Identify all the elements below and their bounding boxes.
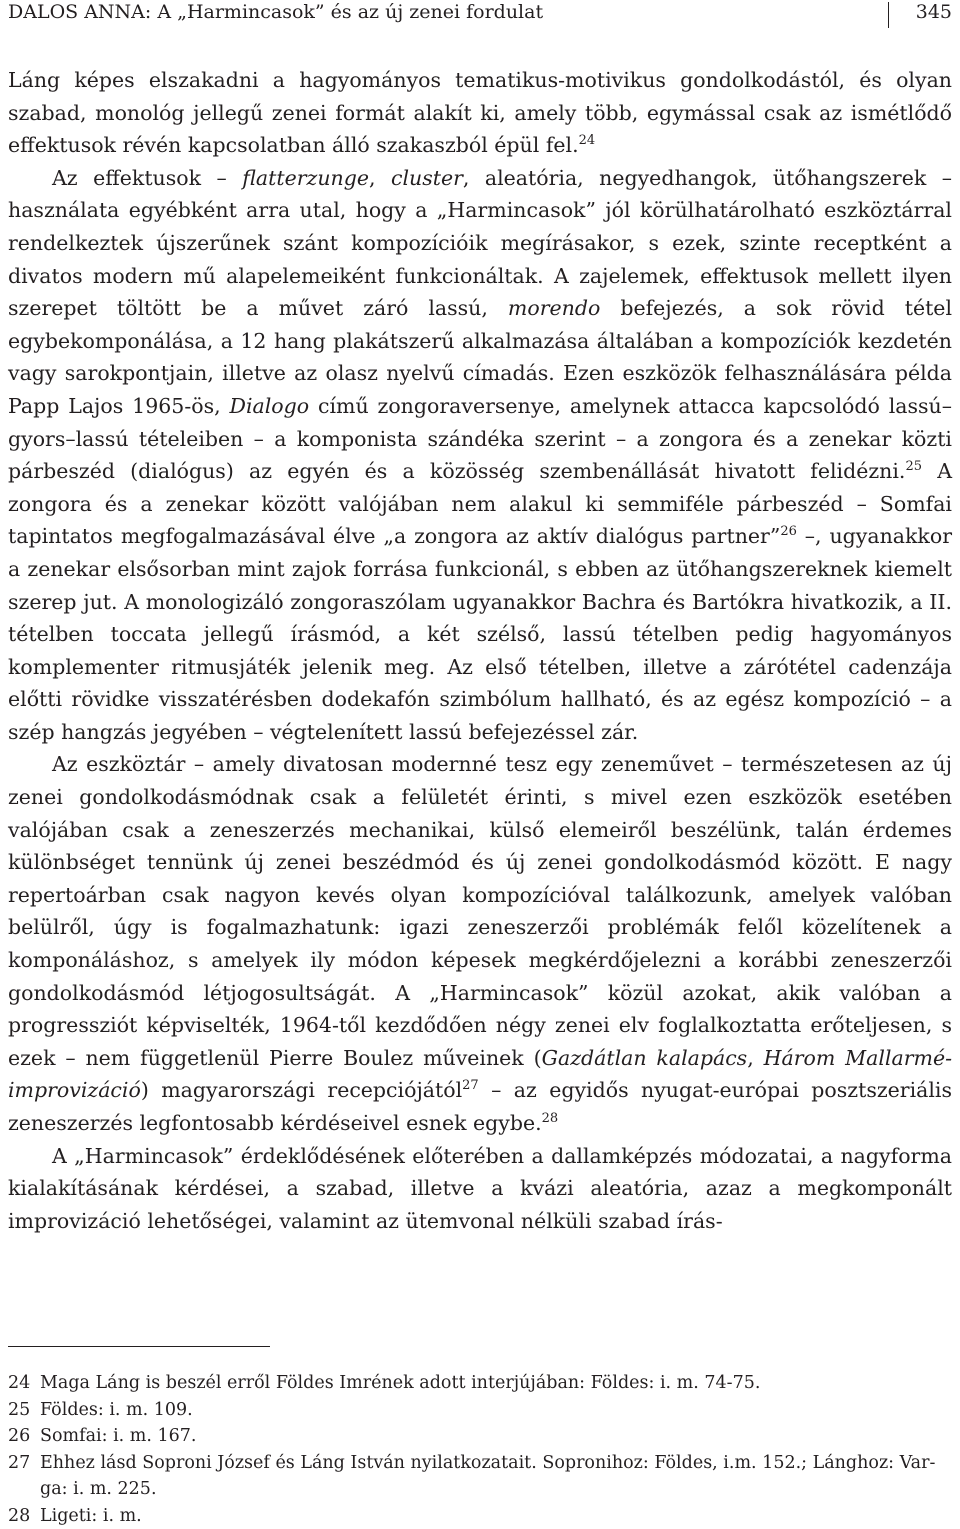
text-run: befejezés, a sok rövid tétel egybekomponálása, a 12 hang plakátszerű alkalmazása általában a kompozíciók kezdetén vagy sarokpontjain, illetve az olasz nyelvű címadás. Ezen eszközök felhasználására példa Papp Lajos 1965-ös, xyxy=(8,296,952,418)
footnotes xyxy=(8,1370,952,1529)
text-run: , aleatória, negyedhangok, ütőhangszerek – használata egyébként arra utal, hogy a „Harmincasok” jól körülhatárolható eszköztárral rendelkeztek újszerűnek szánt kompozícióik megírásakor, s ezek, szinte receptként a divatos modern mű alapelemeiként funkcionáltak. A zajelemek, effektusok mellett ilyen szerepet töltött be a művet záró lassú, xyxy=(8,166,952,320)
italic-text: Dialogo xyxy=(230,394,310,418)
footnote-rule xyxy=(8,1346,270,1347)
text-run: , xyxy=(747,1046,763,1070)
italic-text: cluster xyxy=(391,166,463,190)
footnote xyxy=(8,1397,952,1424)
text-run: – az egyidős nyugat-európai posztszeriális zeneszerzés legfontosabb kérdéseivel esnek egybe. xyxy=(8,1078,952,1135)
footnote-number: 24 xyxy=(8,1370,40,1397)
footnote-ref: 27 xyxy=(462,1079,479,1094)
footnote-text: Földes: i. m. 109. xyxy=(40,1397,952,1424)
footnote-number: 25 xyxy=(8,1397,40,1424)
text-run: ) magyarországi recepciójától xyxy=(141,1078,462,1102)
page-number: 345 xyxy=(916,0,952,24)
running-head: DALOS ANNA: A „Harmincasok” és az új zenei fordulat xyxy=(8,0,543,24)
italic-text: morendo xyxy=(508,296,600,320)
footnote-ref: 24 xyxy=(579,133,596,148)
footnote-ref: 28 xyxy=(542,1111,559,1126)
footnote-text: Somfai: i. m. 167. xyxy=(40,1423,952,1450)
footnote-ref: 25 xyxy=(905,459,922,474)
footnote-number: 27 xyxy=(8,1450,40,1503)
footnote xyxy=(8,1370,952,1397)
paragraph xyxy=(8,1140,952,1238)
italic-text: Három Mallarmé-improvizáció xyxy=(8,1046,952,1103)
header-divider xyxy=(888,2,889,28)
text-run: című zongoraversenye, amelynek attacca kapcsolódó lassú–gyors–lassú tételeiben – a komponista szándéka szerint – a zongora és a zenekar közti párbeszéd (dialógus) az egyén és a közösség szembenállását hivatott felidézni. xyxy=(8,394,952,483)
paragraph xyxy=(8,748,952,1139)
paragraph xyxy=(8,162,952,749)
footnote-text: Ligeti: i. m. xyxy=(40,1503,952,1529)
text-run: Láng képes elszakadni a hagyományos tematikus-motivikus gondolkodástól, és olyan szabad, monológ jellegű zenei formát alakít ki, amely több, egymással csak az ismétlődő effektusok révén kapcsolatban álló szakaszból épül fel. xyxy=(8,68,952,157)
text-run: , xyxy=(369,166,391,190)
footnote-text: Ehhez lásd Soproni József és Láng István nyilatkozatait. Sopronihoz: Földes, i.m. 152.; Lánghoz: Varga: i. m. 225. xyxy=(40,1450,952,1503)
text-run: –, ugyanakkor a zenekar elsősorban mint zajok forrása funkcionál, s ebben az ütőhangszereknek kiemelt szerep jut. A monologizáló zongoraszólam ugyanakkor Bachra és Bartókra hivatkozik, a II. tételben toccata jellegű írásmód, a két szélső, lassú tételben pedig hagyományos komplementer ritmusjáték jelenik meg. Az első tételben, illetve a zárótétel cadenzája előtti rövidke visszatérésben dodekafón szimbólum hallható, és az egész kompozíció – a szép hangzás jegyében – végtelenített lassú befejezéssel zár. xyxy=(8,524,952,744)
body-text xyxy=(8,64,952,1237)
footnote-number: 26 xyxy=(8,1423,40,1450)
text-run: Az effektusok – xyxy=(52,166,242,190)
text-run: Az eszköztár – amely divatosan modernné tesz egy zeneművet – természetesen az új zenei gondolkodásmódnak csak a felületét érinti, s mivel ezen eszközök esetében valójában csak a zeneszerzés mechanikai, külső elemeiről beszélünk, talán érdemes különbséget tennünk új zenei beszédmód és új zenei gondolkodásmód között. E nagy repertoárban csak nagyon kevés olyan kompozícióval találkozunk, amelyek valóban belülről, úgy is fogalmazhatunk: igazi zeneszerzői problémák felől közelítenek a komponáláshoz, s amelyek ily módon képesek megkérdőjelezni a korábbi zeneszerzői gondolkodásmód létjogosultságát. A „Harmincasok” közül azokat, akik valóban a progressziót képviselték, 1964-től kezdődően négy zenei elv foglalkoztatta erőteljesen, s ezek – nem függetlenül Pierre Boulez műveinek ( xyxy=(8,752,952,1069)
italic-text: Gazdátlan kalapács xyxy=(542,1046,748,1070)
footnote-ref: 26 xyxy=(780,524,797,539)
footnote xyxy=(8,1450,952,1503)
running-header xyxy=(8,0,952,26)
footnote-number: 28 xyxy=(8,1503,40,1529)
text-run: A „Harmincasok” érdeklődésének előterében a dallamképzés módozatai, a nagyforma kialakításának kérdései, a szabad, illetve a kvázi aleatória, azaz a megkomponált improvizáció lehetőségei, valamint az ütemvonal nélküli szabad írás- xyxy=(8,1144,952,1233)
text-run: A zongora és a zenekar között valójában nem alakul ki semmiféle párbeszéd – Somfai tapintatos megfogalmazásával élve „a zongora az aktív dialógus partner” xyxy=(8,459,952,548)
footnote xyxy=(8,1503,952,1529)
paragraph xyxy=(8,64,952,162)
footnote-text: Maga Láng is beszél erről Földes Imrének adott interjújában: Földes: i. m. 74-75. xyxy=(40,1370,952,1397)
italic-text: flatterzunge xyxy=(242,166,369,190)
footnote xyxy=(8,1423,952,1450)
